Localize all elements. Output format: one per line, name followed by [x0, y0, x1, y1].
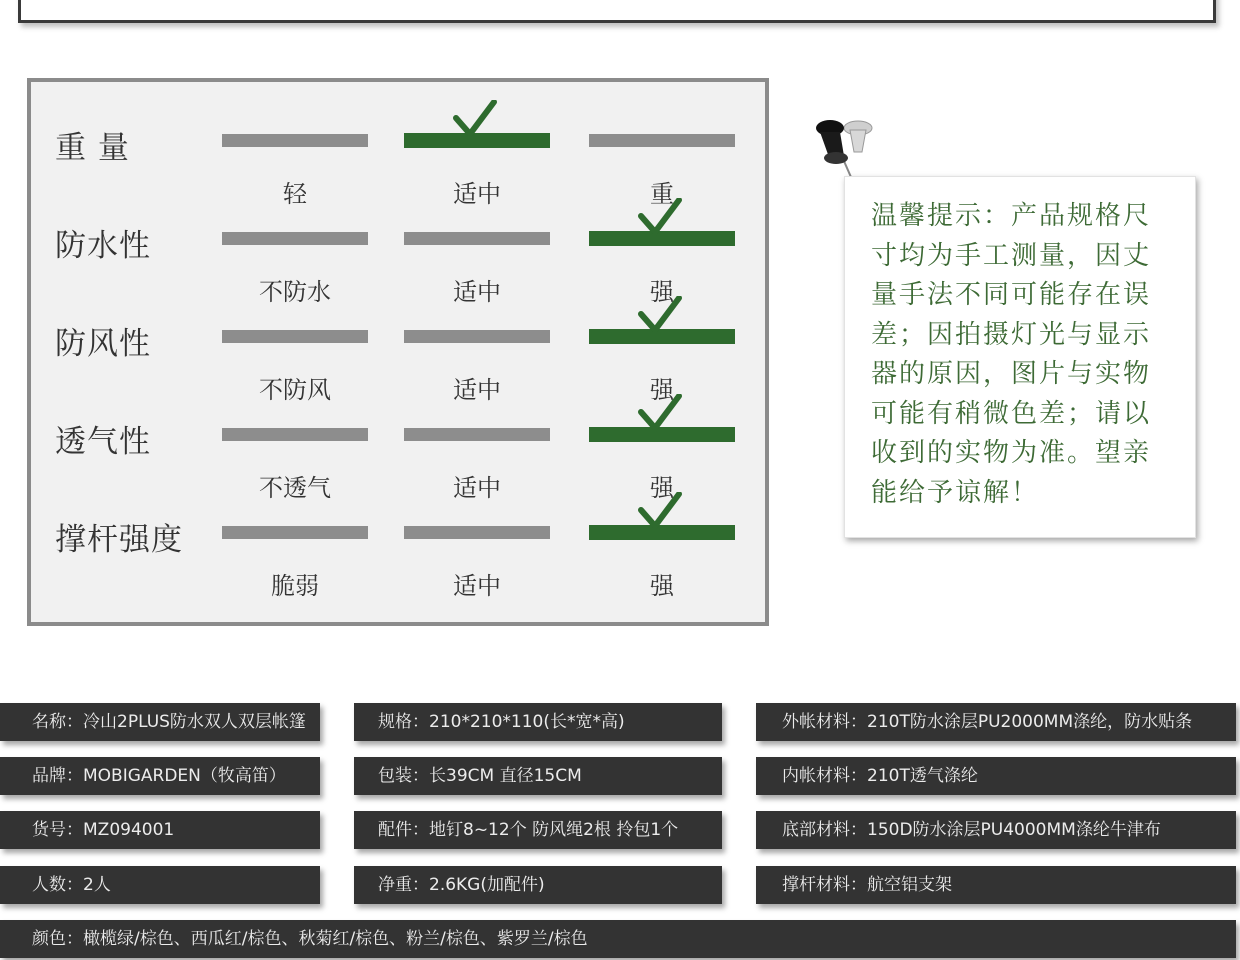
- level-bar: [222, 232, 368, 245]
- rating-label: 防水性: [55, 228, 151, 264]
- rating-row-pole-strength: [31, 474, 765, 600]
- option-label: 重: [650, 180, 674, 208]
- option-label: 适中: [453, 278, 501, 306]
- spec-floor-material: 底部材料：150D防水涂层PU4000MM涤纶牛津布: [756, 811, 1236, 849]
- check-icon: [637, 394, 683, 432]
- option-label: 强: [650, 278, 674, 306]
- option-label: 适中: [453, 474, 501, 502]
- rating-option: [222, 526, 368, 600]
- check-icon: [452, 100, 498, 138]
- spec-name: 名称：冷山2PLUS防水双人双层帐篷: [0, 703, 320, 741]
- check-icon: [637, 198, 683, 236]
- rating-label: 撑杆强度: [55, 522, 183, 558]
- level-bar: [404, 330, 550, 343]
- level-bar: [404, 428, 550, 441]
- spec-colors: 颜色：橄榄绿/棕色、西瓜红/棕色、秋菊红/棕色、粉兰/棕色、紫罗兰/棕色: [0, 920, 1236, 958]
- spec-inner-material: 内帐材料：210T透气涤纶: [756, 757, 1236, 795]
- rating-panel: [27, 78, 769, 626]
- spec-weight: 净重：2.6KG(加配件): [354, 866, 722, 904]
- spec-capacity: 人数：2人: [0, 866, 320, 904]
- level-bar: [222, 428, 368, 441]
- option-label: 不透气: [259, 474, 331, 502]
- option-label: 强: [650, 572, 674, 600]
- level-bar: [222, 330, 368, 343]
- option-label: 适中: [453, 376, 501, 404]
- notice-text: 温馨提示：产品规格尺寸均为手工测量，因丈量手法不同可能存在误差；因拍摄灯光与显示器的原因，图片与实物可能有稍微色差；请以收到的实物为准。望亲能给予谅解！: [871, 201, 1152, 508]
- notice-card: [844, 176, 1196, 538]
- rating-label: 重 量: [55, 130, 130, 166]
- level-bar: [222, 134, 368, 147]
- level-bar: [404, 232, 550, 245]
- spec-size: 规格：210*210*110(长*宽*高): [354, 703, 722, 741]
- rating-label: 防风性: [55, 326, 151, 362]
- option-label: 适中: [453, 572, 501, 600]
- level-bar: [404, 526, 550, 539]
- spec-item-no: 货号：MZ094001: [0, 811, 320, 849]
- spec-package: 包装：长39CM 直径15CM: [354, 757, 722, 795]
- option-label: 脆弱: [271, 572, 319, 600]
- rating-row-breathability: [31, 376, 765, 502]
- option-label: 轻: [283, 180, 307, 208]
- check-icon: [637, 296, 683, 334]
- rating-row-weight: [31, 82, 765, 208]
- option-label: 不防水: [259, 278, 331, 306]
- rating-option: [404, 526, 550, 600]
- spec-pole-material: 撑杆材料：航空铝支架: [756, 866, 1236, 904]
- rating-label: 透气性: [55, 424, 151, 460]
- rating-row-waterproof: [31, 180, 765, 306]
- spec-accessories: 配件：地钉8~12个 防风绳2根 拎包1个: [354, 811, 722, 849]
- rating-option-selected: [589, 526, 735, 600]
- top-frame: [18, 0, 1216, 23]
- option-label: 强: [650, 474, 674, 502]
- option-label: 适中: [453, 180, 501, 208]
- check-icon: [637, 492, 683, 530]
- rating-row-windproof: [31, 278, 765, 404]
- option-label: 不防风: [259, 376, 331, 404]
- level-bar: [589, 134, 735, 147]
- level-bar: [222, 526, 368, 539]
- spec-outer-material: 外帐材料：210T防水涂层PU2000MM涤纶，防水贴条: [756, 703, 1236, 741]
- spec-brand: 品牌：MOBIGARDEN（牧高笛）: [0, 757, 320, 795]
- option-label: 强: [650, 376, 674, 404]
